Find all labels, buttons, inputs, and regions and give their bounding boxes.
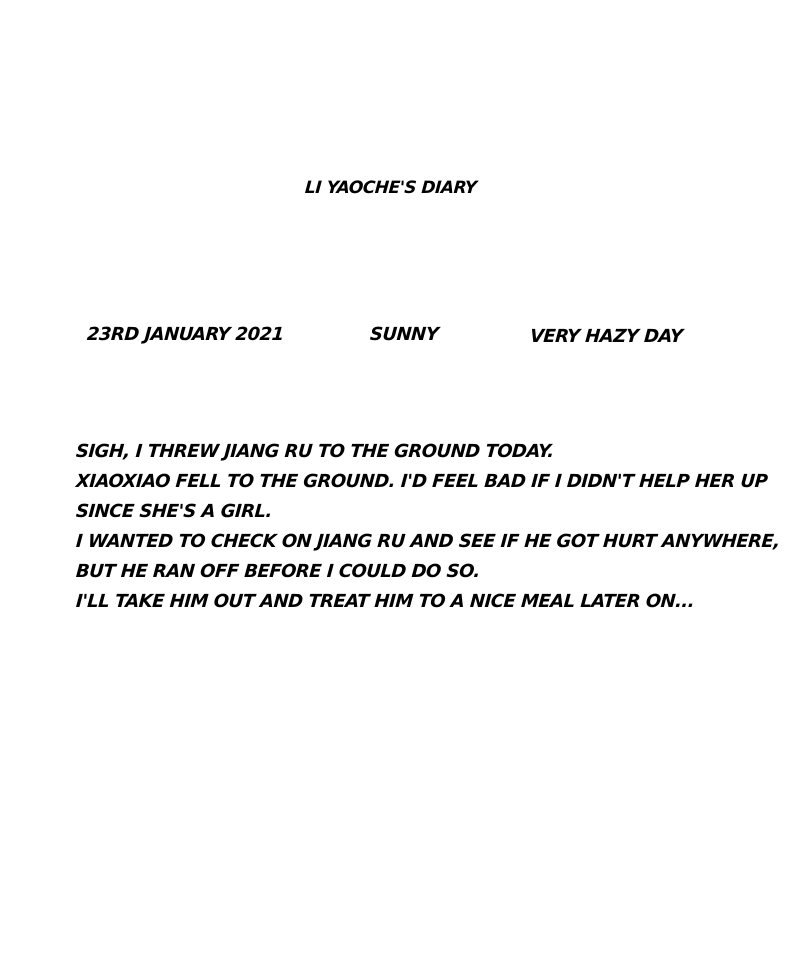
entry-weather: SUNNY — [369, 324, 439, 345]
diary-entry-body — [75, 437, 781, 617]
entry-line: BUT HE RAN OFF BEFORE I COULD DO SO. — [75, 561, 481, 582]
entry-date: 23RD JANUARY 2021 — [86, 324, 285, 345]
diary-title: LI YAOCHE'S DIARY — [304, 178, 478, 198]
entry-line: XIAOXIAO FELL TO THE GROUND. I'D FEEL BAD IF I DIDN'T HELP HER UP — [75, 471, 769, 492]
entry-line: SIGH, I THREW JIANG RU TO THE GROUND TODAY. — [75, 441, 555, 462]
entry-line: I WANTED TO CHECK ON JIANG RU AND SEE IF HE GOT HURT ANYWHERE, — [75, 531, 781, 552]
entry-line: I'LL TAKE HIM OUT AND TREAT HIM TO A NICE MEAL LATER ON... — [75, 591, 695, 612]
entry-weather-note: VERY HAZY DAY — [529, 326, 684, 347]
entry-line: SINCE SHE'S A GIRL. — [75, 501, 273, 522]
